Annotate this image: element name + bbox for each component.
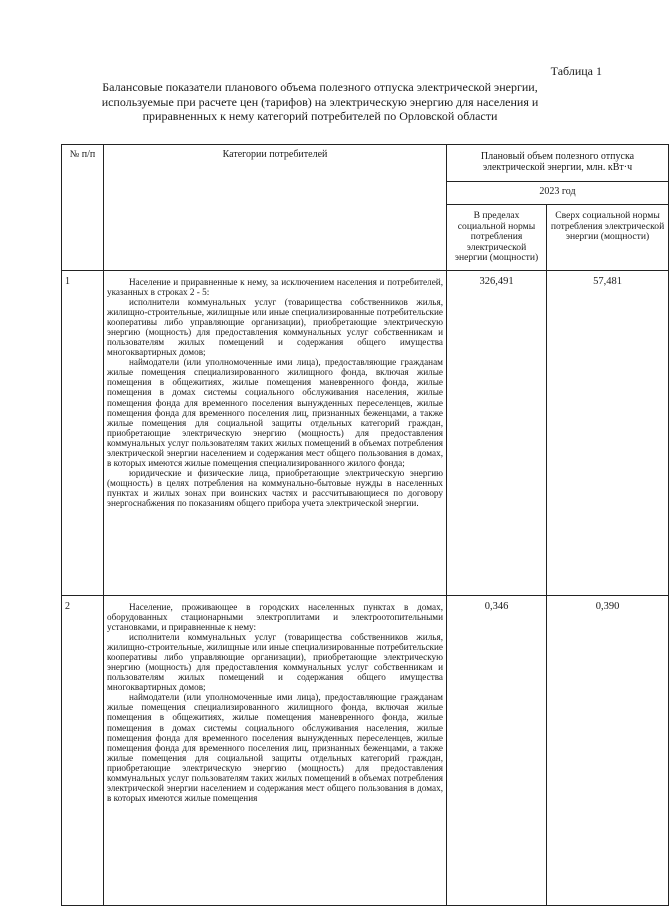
document-title	[60, 80, 580, 124]
category-paragraph: Население, проживающее в городских населенных пунктах в домах, оборудованных стационарными электроплитами и электроотопительными установками, и приравненные к нему:	[107, 601, 443, 633]
header-within-norm: В пределах социальной нормы потребления электрической энергии (мощности)	[447, 205, 547, 271]
category-paragraph: Население и приравненные к нему, за исключением населения и потребителей, указанных в строках 2 - 5:	[107, 276, 443, 298]
balance-table	[61, 144, 669, 906]
title-line: используемые при расчете цен (тарифов) на электрическую энергию для населения и	[101, 94, 539, 109]
value-above-norm: 57,481	[547, 270, 669, 595]
header-num: № п/п	[62, 145, 104, 271]
header-category: Категории потребителей	[104, 145, 447, 271]
title-line: Балансовые показатели планового объема полезного отпуска электрической энергии,	[102, 80, 538, 94]
header-year: 2023 год	[447, 182, 669, 205]
header-above-norm: Сверх социальной нормы потребления электрической энергии (мощности)	[547, 205, 669, 271]
category-paragraph: исполнители коммунальных услуг (товарищества собственников жилья, жилищно-строительные, жилищные или иные специализированные потребительские кооперативы либо управляющие организации), приобретающие электрическую энергию (мощность) для предоставления коммунальных услуг собственникам и пользователям жилых помещений и содержания общего имущества многоквартирных домов;	[107, 632, 443, 693]
table-row	[62, 270, 669, 595]
value-above-norm: 0,390	[547, 595, 669, 905]
category-paragraph: наймодатели (или уполномоченные ими лица), предоставляющие гражданам жилые помещения специализированного жилищного фонда, включая жилые помещения в общежитиях, жилые помещения маневренного фонда, жилые помещения в домах системы социального обслуживания населения, жилые помещения фонда для временного поселения вынужденных переселенцев, жилые помещения фонда для временного поселения лиц, признанных беженцами, а также жилые помещения для социальной защиты отдельных категорий граждан, приобретающие электрическую энергию (мощность) для предоставления коммунальных услуг пользователям таких жилых помещений в объемах потребления электрической энергии населением и содержания мест общего пользования в домах, в которых имеются жилые помещения	[107, 692, 443, 803]
row-category	[104, 595, 447, 905]
row-number: 1	[62, 270, 104, 595]
category-paragraph: наймодатели (или уполномоченные ими лица), предоставляющие гражданам жилые помещения специализированного жилищного фонда, включая жилые помещения в общежитиях, жилые помещения маневренного фонда, жилые помещения в домах системы социального обслуживания населения, жилые помещения фонда для временного поселения вынужденных переселенцев, жилые помещения фонда для временного поселения лиц, признанных беженцами, а также жилые помещения для социальной защиты отдельных категорий граждан, приобретающие электрическую энергию (мощность) для предоставления коммунальных услуг пользователям таких жилых помещений в объемах потребления электрической энергии населением и содержания мест общего пользования в домах, в которых имеются жилые помещения специализированного жилого фонда;	[107, 357, 443, 468]
value-within-norm: 0,346	[447, 595, 547, 905]
value-within-norm: 326,491	[447, 270, 547, 595]
category-paragraph: исполнители коммунальных услуг (товарищества собственников жилья, жилищно-строительные, жилищные или иные специализированные потребительские кооперативы либо управляющие организации), приобретающие электрическую энергию (мощность) для предоставления коммунальных услуг собственникам и пользователям жилых помещений и содержания общего имущества многоквартирных домов;	[107, 297, 443, 358]
table-row	[62, 595, 669, 905]
row-category	[104, 270, 447, 595]
title-line: приравненных к нему категорий потребителей по Орловской области	[142, 109, 498, 123]
row-number: 2	[62, 595, 104, 905]
category-paragraph: юридические и физические лица, приобретающие электрическую энергию (мощность) в целях потребления на коммунально-бытовые нужды в населенных пунктах и жилых зонах при воинских частях и рассчитывающиеся по договору энергоснабжения по показаниям общего прибора учета электрической энергии.	[107, 467, 443, 508]
table-label: Таблица 1	[550, 64, 602, 78]
header-plan-volume: Плановый объем полезного отпуска электрической энергии, млн. кВт·ч	[447, 145, 669, 182]
